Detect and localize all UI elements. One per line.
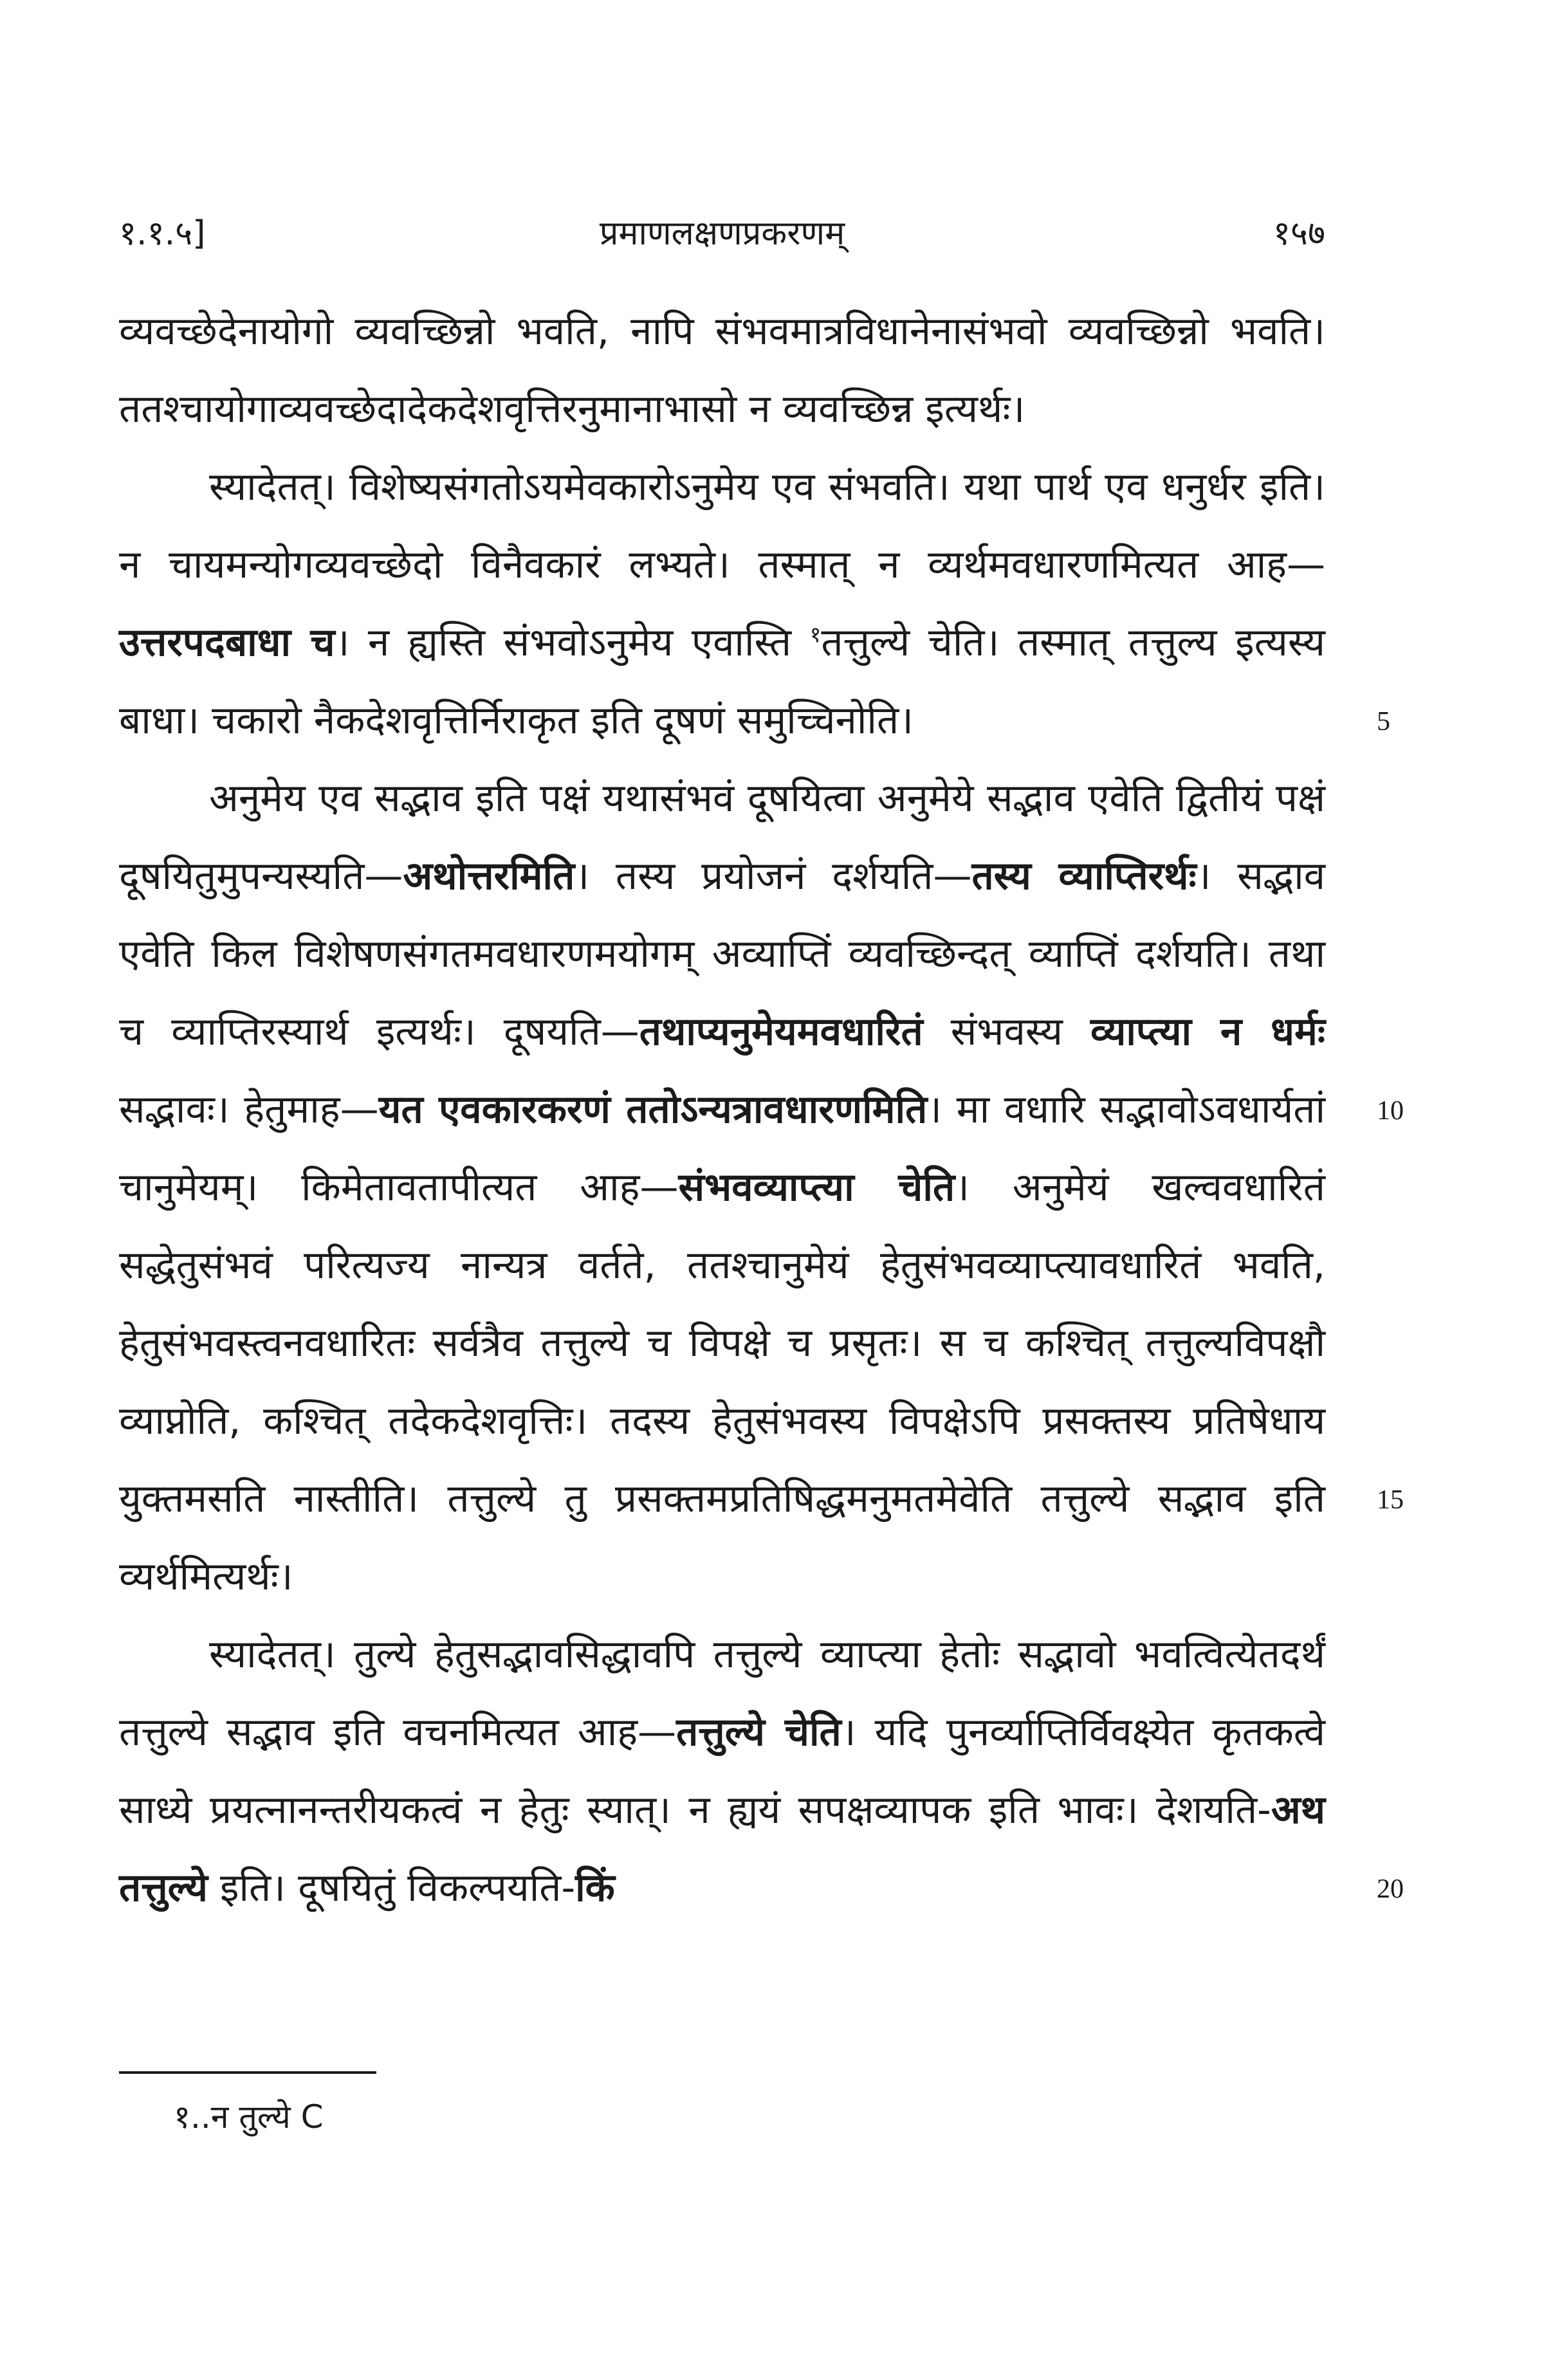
text-run: स्यादेतत्। तुल्ये हेतुसद्भावसिद्धावपि तत्तुल्ये व्याप्त्या हेतोः सद्भावो भवत्वित्येतदर्थं तत्तुल्ये सद्भाव इति वचनमित्यत आह— [119,1632,1325,1755]
text-run: सद्भावः। हेतुमाह— [119,1087,379,1132]
paragraph [119,760,1325,1616]
text-run: व्यवच्छेदेनायोगो व्यवच्छिन्नो भवति, नापि संभवमात्रविधानेनासंभवो व्यवच्छिन्नो भवति। ततश्चायोगाव्यवच्छेदादेकदेशवृत्तिरनुमानाभासो न व्यवच्छिन्न इत्यर्थः। [119,309,1325,432]
bold-lemma: अथोत्तरमिति [403,854,575,899]
margin-line-number: 10 [1377,1096,1404,1126]
text-run: । न ह्यस्ति संभवोऽनुमेय एवास्ति [335,620,810,665]
page-number: १५७ [1273,214,1325,253]
bold-lemma: अथ तत्तुल्ये [119,1788,1325,1910]
margin-line-number: 20 [1377,1874,1404,1904]
bold-lemma: किं [575,1865,615,1910]
running-title: प्रमाणलक्षणप्रकरणम् [599,214,845,253]
footnote: १..न तुल्ये C [174,2098,324,2136]
text-run: । तस्य प्रयोजनं दर्शयति— [574,854,972,899]
bold-lemma: तस्य व्याप्तिरर्थः [971,854,1197,899]
text-run: । अनुमेयं खल्ववधारितं सद्धेतुसंभवं परित्यज्य नान्यत्र वर्तते, ततश्चानुमेयं हेतुसंभवव्याप्त्यावधारितं भवति, हेतुसंभवस्त्वनवधारितः सर्वत्रैव तत्तुल्ये च विपक्षे च प्रसृतः। स च कश्चित् तत्तुल्यविपक्षौ व्याप्नोति, कश्चित् तदेकदेशवृत्तिः। तदस्य हेतुसंभवस्य विपक्षेऽपि प्रसक्तस्य प्रतिषेधाय युक्तमसति नास्तीति। तत्तुल्ये तु प्रसक्तमप्रतिषिद्धमनुमतमेवेति तत्तुल्ये सद्भाव इति व्यर्थमित्यर्थः। [119,1165,1325,1599]
bold-lemma: तथाप्यनुमेयमवधारितं [639,1009,923,1054]
footnote-rule [119,2071,376,2074]
text-run: । यदि पुनर्व्याप्तिर्विवक्ष्येत कृतकत्वे साध्ये प्रयत्नानन्तरीयकत्वं न हेतुः स्यात्। न ह्ययं सपक्षव्यापक इति भावः। देशयति- [119,1710,1325,1833]
text-run: स्यादेतत्। विशेष्यसंगतोऽयमेवकारोऽनुमेय एव संभवति। यथा पार्थ एव धनुर्धर इति। न चायमन्योगव्यवच्छेदो विनैवकारं लभ्यते। तस्मात् न व्यर्थमवधारणमित्यत आह— [119,464,1325,587]
bold-lemma: तत्तुल्ये चेति [676,1710,841,1755]
bold-lemma: व्याप्त्या न धर्मः [1090,1009,1326,1054]
text-run: । मा वधारि सद्भावोऽवधार्यतां चानुमेयम्। किमेतावतापीत्यत आह— [119,1087,1325,1210]
paragraph [119,293,1325,448]
text-run: संभवस्य [923,1009,1091,1054]
bold-lemma: यत एवकारकरणं ततोऽन्यत्रावधारणमिति [378,1087,928,1132]
margin-line-number: 5 [1377,707,1390,737]
main-text [119,293,1325,1927]
text-run: । सद्भाव एवेति किल विशेषणसंगतमवधारणमयोगम् अव्याप्तिं व्यवच्छिन्दत् व्याप्तिं दर्शयति। तथा च व्याप्तिरस्यार्थ इत्यर्थः। दूषयति— [119,854,1325,1054]
text-run: अनुमेय एव सद्भाव इति पक्षं यथासंभवं दूषयित्वा अनुमेये सद्भाव एवेति द्वितीयं पक्षं दूषयितुमुपन्यस्यति— [119,776,1325,899]
bold-lemma: उत्तरपदबाधा च [119,620,335,665]
bold-lemma: संभवव्याप्त्या चेति [678,1165,955,1210]
footnote-marker[interactable]: १ [809,622,822,648]
margin-line-number: 15 [1377,1485,1404,1515]
text-run: तत्तुल्ये चेति। तस्मात् तत्तुल्य इत्यस्य बाधा। चकारो नैकदेशवृत्तिर्निराकृत इति दूषणं समुच्चिनोति। [119,620,1325,743]
paragraph [119,1616,1325,1927]
section-number: १.१.५] [119,214,206,253]
paragraph [119,448,1325,760]
text-run: इति। दूषयितुं विकल्पयति- [207,1865,576,1910]
running-header [119,209,1325,261]
